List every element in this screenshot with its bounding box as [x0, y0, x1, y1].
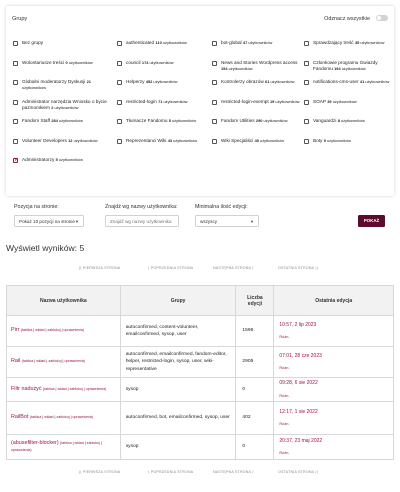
- groups-title: Grupy: [12, 16, 28, 22]
- cell-last-edit: [274, 316, 394, 347]
- last-edit-link[interactable]: 20:37, 23 maj 2022: [279, 437, 323, 444]
- group-label: [313, 79, 389, 85]
- cell-last-edit: [274, 378, 394, 402]
- diff-link[interactable]: Różn.: [279, 365, 290, 370]
- user-link[interactable]: Filtr nadużyć: [11, 385, 42, 392]
- table-row: [7, 435, 394, 460]
- user-tool-link[interactable]: tablica: [30, 415, 42, 420]
- group-name: Globalni moderatorzy Dyskusji: [22, 79, 86, 84]
- user-tool-link[interactable]: uprawnienia: [72, 415, 92, 420]
- diff-link[interactable]: Różn.: [279, 392, 290, 398]
- group-name: Bez grupy: [22, 40, 44, 45]
- group-name: authenticated: [126, 40, 155, 45]
- groups-panel: [6, 6, 394, 196]
- group-checkbox-item[interactable]: [304, 60, 394, 80]
- group-checkbox[interactable]: [212, 119, 217, 124]
- group-checkbox-item[interactable]: [13, 99, 115, 119]
- group-count: 41 użytkowników: [359, 79, 390, 84]
- group-count: 110 użytkowników: [155, 40, 187, 45]
- group-name: Kontrolerzy obrazów: [221, 79, 264, 84]
- group-count: 5 użytkowników: [168, 118, 197, 123]
- user-link[interactable]: Pirr: [11, 327, 20, 334]
- group-checkbox-item[interactable]: [304, 138, 394, 158]
- users-table: [6, 285, 394, 460]
- group-checkbox[interactable]: [13, 158, 18, 163]
- group-count: 284 użytkowników: [51, 118, 83, 123]
- group-label: [221, 138, 284, 144]
- first-page-icon: |⟨: [79, 266, 83, 270]
- user-tool-links: (tablica | wkład | zablokuj | uprawnienia): [21, 359, 86, 364]
- group-count: 174 użytkowników: [141, 59, 174, 65]
- user-tool-link[interactable]: wkład: [44, 415, 54, 420]
- group-name: SOAP: [313, 98, 326, 104]
- group-label: [313, 118, 365, 124]
- cell-edits: 2905: [236, 347, 274, 378]
- group-name: Fandom Staff: [22, 118, 51, 123]
- group-checkbox-item[interactable]: [13, 157, 115, 177]
- diff-link[interactable]: Różn.: [279, 450, 290, 455]
- chevron-down-icon: ▼: [75, 219, 79, 224]
- group-checkbox-item[interactable]: [304, 79, 394, 99]
- position-label: Pozycja na stronie:: [14, 204, 59, 210]
- diff-link[interactable]: Różn.: [279, 421, 290, 426]
- group-checkbox-item[interactable]: [117, 60, 210, 80]
- group-count: 61 użytkowników: [265, 79, 295, 84]
- cell-last-edit: [274, 347, 394, 378]
- cell-groups: sysop: [120, 435, 236, 460]
- group-label: [126, 99, 188, 105]
- group-name: Administrator narzędzia Wniosku o bycie pazmomkiem: [22, 98, 107, 110]
- group-count: 35 użytkowników: [354, 40, 385, 45]
- next-page-link[interactable]: NASTĘPNA STRONA ⟩: [213, 266, 254, 270]
- table-row: [7, 378, 394, 402]
- group-count: 12 użytkowników: [68, 137, 98, 143]
- user-link[interactable]: (abusefilter-blocker): [11, 439, 59, 446]
- group-count: 40 użytkowników: [254, 137, 285, 143]
- user-link[interactable]: RailBot: [11, 414, 29, 421]
- group-checkbox[interactable]: [13, 100, 18, 105]
- group-label: [126, 118, 196, 124]
- group-checkbox-item[interactable]: [117, 99, 210, 119]
- user-tool-link[interactable]: uprawnienia: [63, 328, 83, 333]
- group-label: [22, 118, 83, 124]
- group-count: 0 użytkowników: [65, 59, 93, 65]
- first-page-icon: |⟨: [79, 470, 83, 474]
- user-tool-links: (tablica | wkład | zablokuj | uprawnienia): [29, 415, 94, 420]
- group-checkbox[interactable]: [117, 41, 122, 46]
- group-name: Volunteer Developers: [22, 137, 67, 143]
- group-name: Boty: [313, 137, 323, 143]
- group-name: bot-global: [221, 40, 242, 45]
- group-checkbox[interactable]: [13, 61, 18, 66]
- group-name: News and Stories Wordpress access: [221, 59, 298, 65]
- group-name: Reprezentanci Wiki: [126, 137, 167, 143]
- user-tool-link[interactable]: wkład: [36, 359, 46, 364]
- user-tool-link[interactable]: wkład: [74, 440, 84, 445]
- group-count: 19 użytkowników: [270, 98, 300, 104]
- group-checkbox[interactable]: [304, 41, 309, 46]
- group-count: 194 użytkowników: [334, 65, 366, 71]
- user-tool-link[interactable]: zablokuj: [86, 440, 100, 445]
- group-name: Członkowie programu Gwiazdy Fandomu: [313, 59, 378, 71]
- user-tool-link[interactable]: tablica: [61, 440, 72, 445]
- cell-groups: autoconfirmed, emailconfirmed, fandom-editor, helper, restricted-login, sysop, user, wiki-representative: [120, 347, 236, 378]
- group-count: 290 użytkowników: [255, 118, 288, 123]
- group-label: [221, 79, 294, 85]
- cell-username: [7, 435, 121, 460]
- group-name: Tłumacze Fandomu: [126, 118, 168, 123]
- search-label: Znajdź wg nazwy użytkownika:: [105, 204, 178, 210]
- col-header-groups: Grupy: [120, 286, 236, 316]
- group-count: 71 użytkowników: [158, 98, 188, 104]
- group-label: [221, 99, 299, 105]
- group-label: [221, 60, 302, 73]
- cell-last-edit: [274, 402, 394, 435]
- group-count: 43 użytkowników: [167, 137, 198, 143]
- filters-bar: [14, 204, 394, 234]
- cell-username: [7, 378, 121, 402]
- group-checkbox-item[interactable]: [212, 118, 302, 138]
- min-edits-label: Minimalna ilość edycji:: [195, 204, 248, 210]
- group-name: council: [126, 59, 141, 65]
- chevron-right-icon: ⟩: [250, 266, 254, 270]
- group-name: notifications-cms-user: [313, 79, 359, 84]
- group-checkbox-item[interactable]: [212, 60, 302, 80]
- last-page-icon: ⟩|: [314, 470, 318, 474]
- table-row: [7, 402, 394, 435]
- last-edit-link[interactable]: 07:01, 28 cze 2023: [279, 352, 322, 359]
- group-label: [22, 99, 115, 112]
- user-link[interactable]: Rail: [11, 358, 21, 365]
- group-checkbox[interactable]: [212, 61, 217, 66]
- cell-edits: 0: [236, 378, 274, 402]
- col-header-edits: Liczba edycji: [236, 286, 274, 316]
- group-checkbox-item[interactable]: [304, 99, 394, 119]
- group-checkbox-item[interactable]: [13, 40, 115, 60]
- group-checkbox[interactable]: [304, 100, 309, 105]
- group-name: Fandom Utilities: [221, 118, 255, 123]
- prev-page-link[interactable]: ⟨ POPRZEDNIA STRONA: [148, 470, 194, 474]
- group-checkbox-item[interactable]: [117, 79, 210, 99]
- group-checkbox[interactable]: [304, 139, 309, 144]
- group-name: Wiki Specjaliści: [221, 137, 254, 143]
- cell-edits: 0: [236, 435, 274, 460]
- group-checkbox[interactable]: [304, 80, 309, 85]
- group-checkbox[interactable]: [212, 41, 217, 46]
- group-count: 5 użytkowników: [55, 157, 83, 162]
- user-tool-links: (tablica | wkład | zablokuj | uprawnienia): [42, 386, 107, 391]
- group-checkbox[interactable]: [117, 139, 122, 144]
- group-label: [221, 118, 288, 124]
- position-select-value: Pokaż 10 pozycji na stronie: [19, 219, 75, 224]
- user-tool-link[interactable]: uprawnienia: [85, 386, 106, 391]
- cell-groups: sysop: [120, 378, 236, 402]
- group-checkbox[interactable]: [117, 100, 122, 105]
- user-tool-link[interactable]: zablokuj: [56, 415, 70, 420]
- group-checkbox-item[interactable]: [212, 79, 302, 99]
- pagination-top: [0, 266, 400, 274]
- group-checkbox-item[interactable]: [117, 40, 210, 60]
- show-button[interactable]: POKAŻ: [358, 215, 385, 227]
- position-select[interactable]: [14, 215, 84, 227]
- user-tool-links: (tablica | wkład | zablokuj | uprawnienia): [11, 440, 102, 452]
- last-edit-link[interactable]: 12:17, 1 sie 2022: [279, 408, 318, 415]
- user-tool-link[interactable]: zablokuj: [69, 386, 83, 391]
- group-label: [313, 40, 384, 46]
- cell-groups: autoconfirmed, bot, emailconfirmed, sysop, user: [120, 402, 236, 435]
- group-checkbox[interactable]: [117, 119, 122, 124]
- group-label: [313, 138, 351, 144]
- group-name: restricted-login-exempt: [221, 98, 269, 104]
- group-name: Vanguardzi: [313, 118, 337, 123]
- group-checkbox-item[interactable]: [13, 138, 115, 158]
- chevron-left-icon: ⟨: [148, 266, 151, 270]
- group-checkbox[interactable]: [117, 80, 122, 85]
- last-page-icon: ⟩|: [314, 266, 318, 270]
- chevron-down-icon: ▼: [250, 219, 254, 224]
- col-header-username: Nazwa użytkownika: [7, 286, 121, 316]
- table-row: [7, 316, 394, 347]
- group-count: 47 użytkowników: [242, 40, 273, 45]
- next-page-link[interactable]: NASTĘPNA STRONA ⟩: [213, 470, 254, 474]
- group-checkbox[interactable]: [212, 139, 217, 144]
- group-checkbox[interactable]: [212, 80, 217, 85]
- cell-username: [7, 316, 121, 347]
- results-count: Wyświetl wyników: 5: [6, 243, 85, 253]
- group-checkbox-item[interactable]: [304, 118, 394, 138]
- user-tool-link[interactable]: zablokuj: [47, 328, 61, 333]
- group-label: [313, 99, 357, 105]
- last-edit-link[interactable]: 10:57, 2 lip 2023: [279, 321, 317, 328]
- cell-edits: 402: [236, 402, 274, 435]
- min-edits-select[interactable]: [195, 215, 259, 227]
- group-checkbox[interactable]: [13, 41, 18, 46]
- group-checkbox-item[interactable]: [304, 40, 394, 60]
- cell-username: [7, 402, 121, 435]
- group-label: [22, 157, 83, 163]
- group-count: 8 użytkowników: [337, 118, 365, 123]
- group-checkbox[interactable]: [13, 80, 18, 85]
- group-name: Helperzy: [126, 79, 145, 84]
- group-label: [22, 60, 93, 66]
- group-checkbox-item[interactable]: [117, 138, 210, 158]
- group-checkbox[interactable]: [304, 61, 309, 66]
- group-count: 452 użytkowników: [145, 79, 178, 84]
- group-checkbox-item[interactable]: [117, 118, 210, 138]
- cell-last-edit: [274, 435, 394, 460]
- last-page-link[interactable]: OSTATNIA STRONA ⟩|: [278, 266, 318, 270]
- group-label: [221, 40, 272, 46]
- prev-page-link[interactable]: ⟨ POPRZEDNIA STRONA: [148, 266, 194, 270]
- group-count: 2 użytkowników: [51, 104, 79, 110]
- group-label: [22, 138, 98, 144]
- group-label: [22, 79, 115, 92]
- last-page-link[interactable]: OSTATNIA STRONA ⟩|: [278, 470, 318, 474]
- cell-username: [7, 347, 121, 378]
- cell-edits: 1596: [236, 316, 274, 347]
- group-checkbox[interactable]: [13, 119, 18, 124]
- user-tool-link[interactable]: tablica: [44, 386, 55, 391]
- user-tool-link[interactable]: uprawnienia: [64, 359, 84, 364]
- group-checkbox-item[interactable]: [212, 138, 302, 158]
- diff-link[interactable]: Różn.: [279, 334, 290, 339]
- select-all-toggle[interactable]: [376, 15, 388, 21]
- group-name: Administratorzy: [22, 157, 55, 162]
- first-page-link[interactable]: |⟨ PIERWSZA STRONA: [79, 470, 121, 474]
- select-all-label[interactable]: Odznacz wszystkie: [324, 16, 370, 22]
- groups-grid: [13, 40, 395, 177]
- first-page-link[interactable]: |⟨ PIERWSZA STRONA: [79, 266, 121, 270]
- last-edit-link[interactable]: 09:28, 6 sie 2022: [279, 380, 318, 387]
- group-label: [126, 60, 174, 66]
- group-count: 9 użytkowników: [323, 137, 351, 143]
- user-tool-link[interactable]: tablica: [21, 328, 33, 333]
- cell-groups: autoconfirmed, content-volunteer, emailconfirmed, sysop, user: [120, 316, 236, 347]
- group-checkbox-item[interactable]: [13, 118, 115, 138]
- group-checkbox[interactable]: [13, 139, 18, 144]
- user-tool-link[interactable]: wkład: [57, 386, 67, 391]
- min-edits-select-value: wszyscy: [200, 219, 218, 224]
- chevron-left-icon: ⟨: [148, 470, 151, 474]
- user-tool-link[interactable]: zablokuj: [48, 359, 62, 364]
- pagination-bottom: [0, 470, 400, 478]
- group-label: [126, 138, 197, 144]
- group-label: [22, 40, 43, 46]
- col-header-last-edit: Ostatnia edycja: [274, 286, 394, 316]
- group-checkbox[interactable]: [117, 61, 122, 66]
- groups-header: [12, 16, 388, 26]
- group-name: Wolontariusze treści: [22, 59, 65, 65]
- search-input[interactable]: [105, 215, 179, 227]
- group-count: 21 użytkowników: [22, 79, 91, 91]
- user-tool-links: (tablica | wkład | zablokuj | uprawnienia): [20, 328, 85, 333]
- group-checkbox-item[interactable]: [13, 79, 115, 99]
- group-checkbox-item[interactable]: [212, 99, 302, 119]
- user-tool-link[interactable]: tablica: [22, 359, 34, 364]
- user-tool-link[interactable]: wkład: [35, 328, 45, 333]
- group-label: [126, 40, 187, 46]
- group-name: restricted-login: [126, 98, 157, 104]
- group-checkbox-item[interactable]: [13, 60, 115, 80]
- group-name: Sprawdzający treść: [313, 40, 354, 45]
- group-checkbox[interactable]: [212, 100, 217, 105]
- user-tool-link[interactable]: uprawnienia: [11, 448, 31, 452]
- group-count: 154 użytkowników: [221, 65, 253, 71]
- table-row: [7, 347, 394, 378]
- group-checkbox-item[interactable]: [212, 40, 302, 60]
- group-label: [126, 79, 177, 85]
- chevron-right-icon: ⟩: [250, 470, 254, 474]
- group-label: [313, 60, 394, 73]
- group-count: 39 użytkowników: [327, 98, 357, 104]
- group-checkbox[interactable]: [304, 119, 309, 124]
